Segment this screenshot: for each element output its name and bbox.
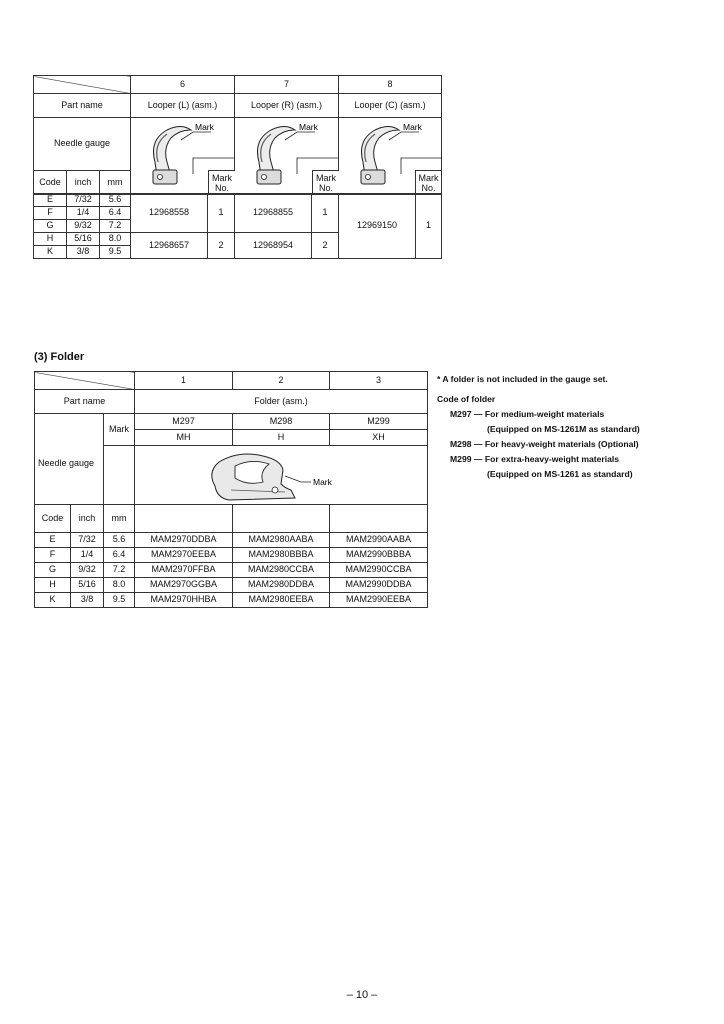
- row-code: K: [35, 593, 71, 608]
- row-part-m298: MAM2980AABA: [233, 533, 330, 548]
- looper-r-part-2: 12968954: [235, 233, 312, 259]
- folder-mark-label: Mark: [104, 414, 135, 446]
- gauge-inch: 9/32: [67, 220, 100, 233]
- gauge-mm: 5.6: [100, 194, 131, 207]
- row-inch: 9/32: [71, 563, 104, 578]
- header-code: Code: [34, 170, 67, 194]
- row-part-m298: MAM2980BBBA: [233, 548, 330, 563]
- gauge-code: H: [34, 233, 67, 246]
- header-inch: inch: [67, 170, 100, 194]
- looper-l-part-1: 12968558: [131, 194, 208, 233]
- looper-c-mark-text: Mark: [403, 122, 422, 132]
- row-part-m299: MAM2990CCBA: [330, 563, 428, 578]
- row-part-m297: MAM2970GGBA: [135, 578, 233, 593]
- row-part-m297: MAM2970HHBA: [135, 593, 233, 608]
- row-part-m298: MAM2980CCBA: [233, 563, 330, 578]
- looper-r-mark-1: 1: [312, 194, 339, 233]
- folder-illus-bottom-1: [135, 505, 233, 533]
- header-needle-gauge: Needle gauge: [34, 118, 131, 171]
- looper-r-mark-text: Mark: [299, 122, 318, 132]
- table-row: [35, 563, 428, 578]
- gauge-code: G: [34, 220, 67, 233]
- folder-table: [34, 371, 428, 608]
- folder-header-mm: mm: [104, 505, 135, 533]
- row-part-m297: MAM2970EEBA: [135, 548, 233, 563]
- note-item-m299-sub: (Equipped on MS-1261 as standard): [487, 469, 633, 479]
- mark-no-header-r: Mark No.: [312, 170, 339, 194]
- folder-col-1: 1: [135, 372, 233, 390]
- gauge-mm: 7.2: [100, 220, 131, 233]
- looper-r-part-1: 12968855: [235, 194, 312, 233]
- row-part-m299: MAM2990BBBA: [330, 548, 428, 563]
- row-part-m297: MAM2970FFBA: [135, 563, 233, 578]
- folder-part-name-label: Part name: [35, 390, 135, 414]
- folder-model-m298: M298: [233, 414, 330, 430]
- looper-l-mark-text: Mark: [195, 122, 214, 132]
- folder-drawing: [135, 446, 428, 504]
- gauge-inch: 1/4: [67, 207, 100, 220]
- row-code: E: [35, 533, 71, 548]
- row-mm: 6.4: [104, 548, 135, 563]
- looper-l-part-2: 12968657: [131, 233, 208, 259]
- looper-l-mark-2: 2: [208, 233, 235, 259]
- gauge-code: K: [34, 246, 67, 259]
- row-part-m298: MAM2980EEBA: [233, 593, 330, 608]
- gauge-mm: 6.4: [100, 207, 131, 220]
- folder-model-m299: M299: [330, 414, 428, 430]
- folder-corner-diagonal: [35, 372, 135, 390]
- note-item-m297: M297 — For medium-weight materials: [450, 409, 605, 419]
- folder-mark-text: Mark: [313, 477, 332, 487]
- row-mm: 8.0: [104, 578, 135, 593]
- table-row: [35, 593, 428, 608]
- row-mm: 7.2: [104, 563, 135, 578]
- looper-table-body: [33, 75, 442, 195]
- folder-mark-xh: XH: [330, 430, 428, 446]
- folder-col-3: 3: [330, 372, 428, 390]
- row-mm: 5.6: [104, 533, 135, 548]
- looper-data-rows: [33, 193, 442, 259]
- gauge-mm: 9.5: [100, 246, 131, 259]
- row-inch: 5/16: [71, 578, 104, 593]
- gauge-inch: 7/32: [67, 194, 100, 207]
- folder-model-m297: M297: [135, 414, 233, 430]
- gauge-mm: 8.0: [100, 233, 131, 246]
- row-mm: 9.5: [104, 593, 135, 608]
- gauge-inch: 5/16: [67, 233, 100, 246]
- row-part-m297: MAM2970DDBA: [135, 533, 233, 548]
- row-inch: 1/4: [71, 548, 104, 563]
- gauge-code: E: [34, 194, 67, 207]
- folder-notes: [437, 372, 640, 482]
- looper-r-mark-2: 2: [312, 233, 339, 259]
- note-code-title: Code of folder: [437, 394, 496, 404]
- row-part-m298: MAM2980DDBA: [233, 578, 330, 593]
- row-code: H: [35, 578, 71, 593]
- row-code: G: [35, 563, 71, 578]
- page-number: – 10 –: [346, 989, 378, 1001]
- looper-c-mark: 1: [416, 194, 442, 259]
- row-inch: 3/8: [71, 593, 104, 608]
- note-item-m297-sub: (Equipped on MS-1261M as standard): [487, 424, 640, 434]
- table-row: [35, 533, 428, 548]
- table-row: [35, 548, 428, 563]
- folder-illus-bottom-2: [233, 505, 330, 533]
- header-mm: mm: [100, 170, 131, 194]
- row-code: F: [35, 548, 71, 563]
- table-row: [35, 578, 428, 593]
- mark-no-header-l: Mark No.: [208, 170, 235, 194]
- folder-mark-mh: MH: [135, 430, 233, 446]
- gauge-inch: 3/8: [67, 246, 100, 259]
- header-looper-c: Looper (C) (asm.): [339, 94, 442, 118]
- row-part-m299: MAM2990DDBA: [330, 578, 428, 593]
- header-looper-l: Looper (L) (asm.): [131, 94, 235, 118]
- looper-c-part: 12969150: [339, 194, 416, 259]
- folder-spacer-cell: [104, 446, 135, 505]
- note-item-m299: M299 — For extra-heavy-weight materials: [450, 454, 620, 464]
- row-part-m299: MAM2990EEBA: [330, 593, 428, 608]
- looper-l-mark-1: 1: [208, 194, 235, 233]
- header-looper-r: Looper (R) (asm.): [235, 94, 339, 118]
- folder-header-code: Code: [35, 505, 71, 533]
- folder-col-2: 2: [233, 372, 330, 390]
- folder-needle-gauge-label: Needle gauge: [35, 414, 104, 505]
- corner-diagonal: [34, 76, 131, 94]
- note-item-m298: M298 — For heavy-weight materials (Optional): [450, 439, 639, 449]
- row-inch: 7/32: [71, 533, 104, 548]
- folder-mark-h: H: [233, 430, 330, 446]
- row-part-m299: MAM2990AABA: [330, 533, 428, 548]
- mark-no-header-c: Mark No.: [415, 170, 441, 194]
- folder-part-name: Folder (asm.): [135, 390, 428, 414]
- folder-illustration: [135, 446, 428, 505]
- note-not-included: * A folder is not included in the gauge set.: [437, 374, 608, 384]
- header-col-7: 7: [235, 76, 339, 94]
- section-title-folder: (3) Folder: [34, 351, 85, 363]
- folder-illus-bottom-3: [330, 505, 428, 533]
- gauge-code: F: [34, 207, 67, 220]
- header-col-8: 8: [339, 76, 442, 94]
- header-part-name: Part name: [34, 94, 131, 118]
- folder-header-inch: inch: [71, 505, 104, 533]
- header-col-6: 6: [131, 76, 235, 94]
